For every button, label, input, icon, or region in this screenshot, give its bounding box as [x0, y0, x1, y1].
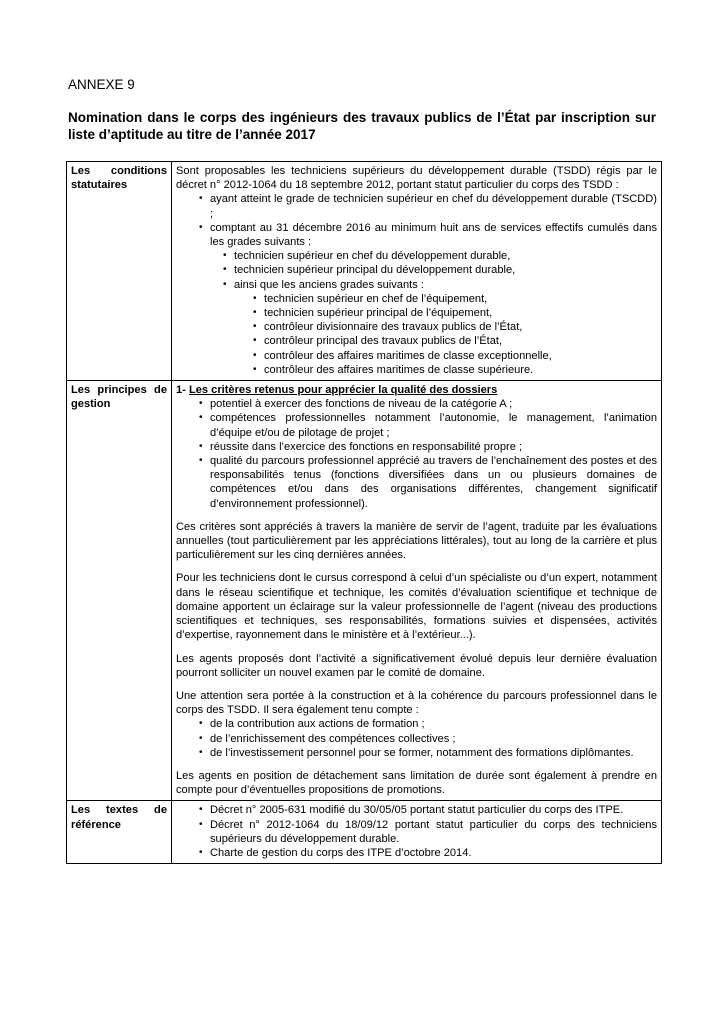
list-item-text: de l’enrichissement des compétences collectives ;	[210, 732, 456, 745]
bullet-icon: •	[253, 321, 257, 333]
paragraph: Les agents proposés dont l’activité a significativement évolué depuis leur dernière évaluation pourront solliciter un nouvel examen par le comité de domaine.	[176, 652, 657, 679]
list-item	[176, 411, 657, 439]
paragraph: Sont proposables les techniciens supérieurs du développement durable (TSDD) régis par le décret n° 2012-1064 du 18 septembre 2012, portant statut particulier du corps des TSDD :	[176, 165, 657, 192]
section-number: 1-	[176, 384, 186, 397]
table-row-conditions	[67, 162, 662, 381]
paragraph: Ces critères sont appréciés à travers la manière de servir de l’agent, traduite par les évaluations annuelles (tout particulièrement par les appréciations littérales), tout au long de la carrière et plus particulièrement sur les cinq dernières années.	[176, 520, 657, 562]
list-item	[176, 263, 657, 277]
bullet-icon: •	[223, 264, 227, 276]
list-item-text: de l’investissement personnel pour se former, notamment des formations diplômantes.	[210, 746, 634, 759]
list-item-text: ainsi que les anciens grades suivants :	[234, 278, 424, 291]
list-item-text: contrôleur des affaires maritimes de classe exceptionnelle,	[264, 349, 552, 362]
list-item-text: compétences professionnelles notamment l’autonomie, le management, l’animation d’équipe et/ou de pilotage de projet ;	[210, 412, 657, 439]
bullet-icon: •	[253, 363, 257, 375]
bullet-icon: •	[223, 250, 227, 262]
bullet-icon: •	[199, 193, 203, 205]
paragraph: Les agents en position de détachement sans limitation de durée sont également à prendre en compte pour d’éventuelles propositions de promotions.	[176, 769, 657, 797]
row-content	[172, 801, 662, 864]
bullet-icon: •	[199, 221, 203, 233]
bullet-icon: •	[253, 335, 257, 347]
list-item-text: de la contribution aux actions de formation ;	[210, 718, 425, 731]
row-label-line2: gestion	[71, 398, 111, 411]
list-item	[176, 221, 657, 249]
list-item	[176, 717, 657, 731]
bullet-list	[176, 192, 657, 249]
list-item-text: potentiel à exercer des fonctions de niveau de la catégorie A ;	[210, 398, 513, 411]
list-item	[176, 818, 657, 846]
bullet-icon: •	[253, 307, 257, 319]
list-item	[176, 846, 657, 860]
list-item	[176, 192, 657, 220]
row-label	[67, 381, 172, 801]
bullet-icon: •	[199, 440, 203, 452]
list-item-text: technicien supérieur principal de l’équipement,	[264, 307, 493, 320]
list-item-text: technicien supérieur principal du développement durable,	[234, 264, 516, 277]
section-heading	[176, 383, 657, 397]
bullet-icon: •	[199, 732, 203, 744]
row-label-line1: Les textes de	[71, 804, 167, 817]
paragraph: Pour les techniciens dont le cursus correspond à celui d’un spécialiste ou d’un expert, notamment dans le réseau scientifique et technique, les comités d’évaluation scientifique et technique de domaine apportent un éclairage sur la valeur professionnelle de l’agent (niveau des productions scientifiques et techniques, ses responsabilités, formations suivies et dispensées, activités d’expertise, rayonnement dans le ministère et à l’extérieur...).	[176, 572, 657, 642]
bullet-icon: •	[199, 455, 203, 467]
bullet-icon: •	[199, 412, 203, 424]
list-item	[176, 746, 657, 760]
conditions-table	[66, 161, 662, 864]
list-item	[176, 454, 657, 511]
bullet-icon: •	[199, 818, 203, 830]
row-label	[67, 801, 172, 864]
bullet-icon: •	[253, 292, 257, 304]
list-item	[176, 292, 657, 306]
list-item-text: technicien supérieur en chef du développement durable,	[234, 250, 511, 263]
list-item-text: contrôleur principal des travaux publics de l’État,	[264, 335, 503, 348]
table-row-references	[67, 801, 662, 864]
row-label-line1: Les conditions	[71, 165, 167, 177]
bullet-list	[176, 717, 657, 760]
row-label-line2: référence	[71, 818, 121, 831]
bullet-icon: •	[199, 746, 203, 758]
list-item-text: réussite dans l’exercice des fonctions en responsabilité propre ;	[210, 440, 523, 453]
list-item	[176, 320, 657, 334]
row-content	[172, 381, 662, 801]
bullet-icon: •	[199, 718, 203, 730]
list-item-text: Décret n° 2005-631 modifié du 30/05/05 portant statut particulier du corps des ITPE.	[210, 804, 624, 817]
list-item	[176, 363, 657, 377]
list-item-text: comptant au 31 décembre 2016 au minimum huit ans de services effectifs cumulés dans les grades suivants :	[210, 221, 657, 249]
list-item	[176, 278, 657, 292]
row-content	[172, 162, 662, 381]
row-label-line1: Les principes de	[71, 384, 167, 397]
bullet-list	[176, 292, 657, 377]
row-label-line2: statutaires	[71, 179, 128, 192]
list-item	[176, 349, 657, 363]
bullet-icon: •	[223, 278, 227, 290]
page-title: Nomination dans le corps des ingénieurs des travaux publics de l’État par inscription sur liste d’aptitude au titre de l’année 2017	[68, 110, 656, 142]
bullet-icon: •	[199, 846, 203, 858]
bullet-list	[176, 249, 657, 292]
list-item-text: Charte de gestion du corps des ITPE d’octobre 2014.	[210, 846, 472, 859]
list-item	[176, 440, 657, 454]
list-item-text: qualité du parcours professionnel apprécié au travers de l’enchaînement des postes et des responsabilités tenus (fonctions diversifiées dans un ou plusieurs domaines de compétences et/ou dans des organisations différentes, changement significatif d’environnement professionnel).	[210, 455, 657, 510]
list-item	[176, 249, 657, 263]
paragraph: Une attention sera portée à la construction et à la cohérence du parcours professionnel dans le corps des TSDD. Il sera également tenu compte :	[176, 689, 657, 717]
bullet-icon: •	[199, 804, 203, 816]
bullet-icon: •	[199, 398, 203, 410]
list-item-text: contrôleur des affaires maritimes de classe supérieure.	[264, 363, 534, 376]
list-item	[176, 334, 657, 348]
list-item-text: contrôleur divisionnaire des travaux publics de l’État,	[264, 321, 523, 334]
list-item	[176, 803, 657, 817]
bullet-list	[176, 397, 657, 511]
annex-label: ANNEXE 9	[68, 77, 135, 92]
list-item	[176, 306, 657, 320]
list-item	[176, 732, 657, 746]
list-item-text: Décret n° 2012-1064 du 18/09/12 portant statut particulier du corps des techniciens supérieurs du développement durable.	[210, 818, 657, 845]
section-title: Les critères retenus pour apprécier la qualité des dossiers	[188, 384, 498, 397]
bullet-icon: •	[253, 349, 257, 361]
row-label	[67, 162, 172, 381]
list-item	[176, 397, 657, 411]
bullet-list	[176, 803, 657, 860]
list-item-text: technicien supérieur en chef de l’équipement,	[264, 292, 488, 305]
list-item-text: ayant atteint le grade de technicien supérieur en chef du développement durable (TSCDD) ;	[210, 193, 657, 220]
table-row-principles	[67, 381, 662, 801]
